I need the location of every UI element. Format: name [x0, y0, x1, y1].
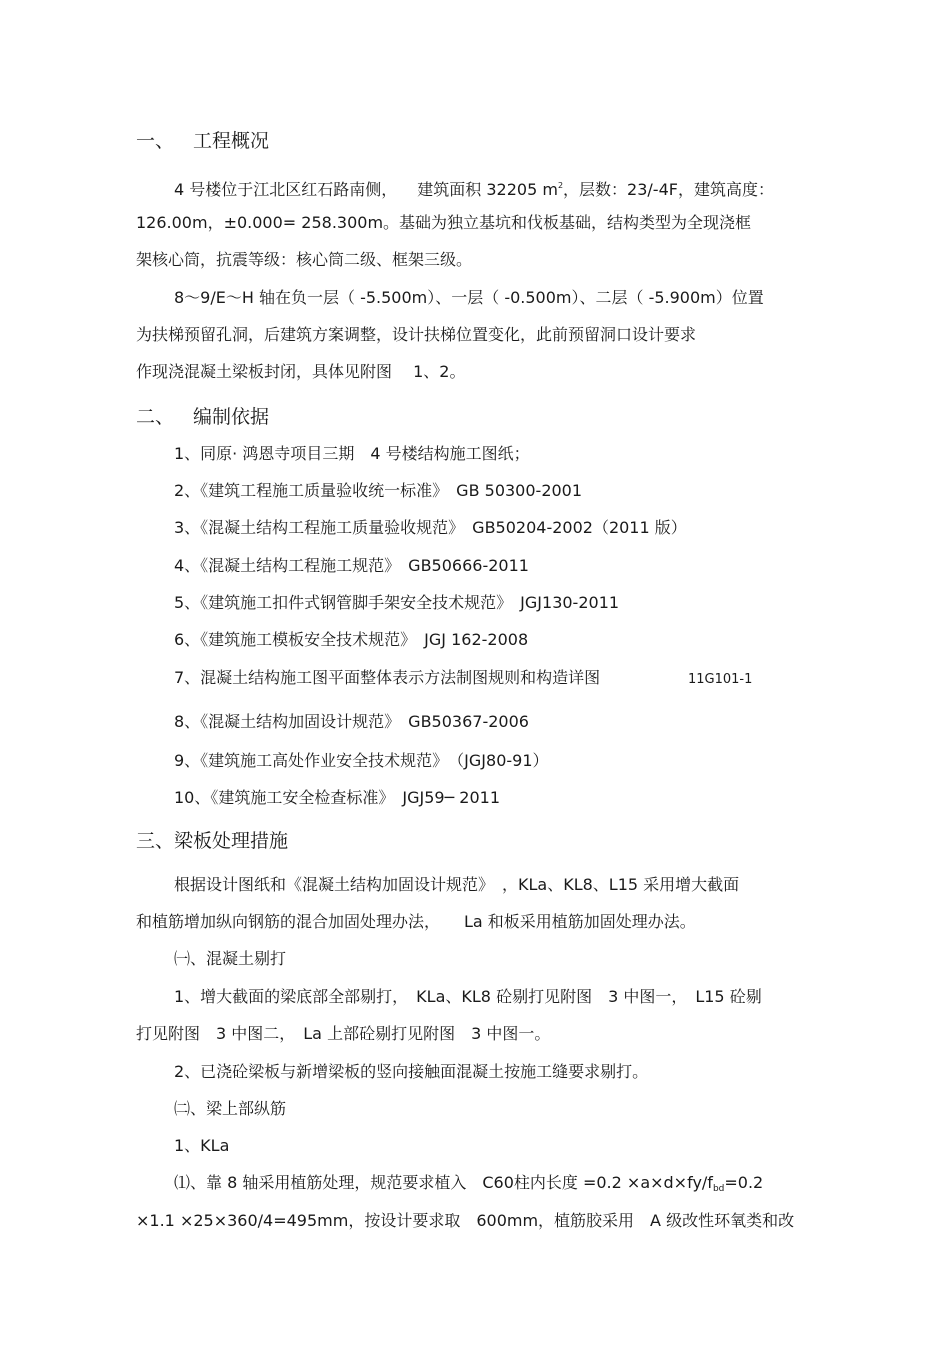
reference-item: 6、《建筑施工模板安全技术规范》 JGJ 162-2008	[174, 630, 529, 649]
section1-p2-line1: 8～9/E～H 轴在负一层（ -5.500m）、一层（ -0.500m）、二层（ -5.900m）位置	[174, 288, 764, 307]
section1-heading: 工程概况	[193, 130, 270, 152]
reference-item: 10、《建筑施工安全检查标准》 JGJ59─ 2011	[174, 788, 500, 807]
reference-item: 9、《建筑施工高处作业安全技术规范》 （JGJ80-91）	[174, 751, 549, 770]
reference-item: 3、《混凝土结构工程施工质量验收规范》 GB50204-2002（2011 版）	[174, 518, 687, 537]
reference-item: 4、《混凝土结构工程施工规范》 GB50666-2011	[174, 556, 529, 575]
subsection1-p2: 2、已浇砼梁板与新增梁板的竖向接触面混凝土按施工缝要求剔打。	[174, 1062, 649, 1081]
section1-p2-line2: 为扶梯预留孔洞，后建筑方案调整，设计扶梯位置变化，此前预留洞口设计要求	[136, 325, 697, 344]
reference-item: 2、《建筑工程施工质量验收统一标准》 GB 50300-2001	[174, 481, 583, 500]
reference-item: 7、混凝土结构施工图平面整体表示方法制图规则和构造详图	[174, 668, 601, 687]
reference-item: 1、同原· 鸿恩寺项目三期 4 号楼结构施工图纸；	[174, 444, 530, 463]
subsection2-p1-line1: ⑴、靠 8 轴采用植筋处理，规范要求植入 C60柱内长度 $=0.2 \times a\times d\times fy/f_{bd}=0.2$	[174, 1173, 764, 1194]
section1-p1-line3: 架核心筒，抗震等级：核心筒二级、框架三级。	[136, 250, 473, 269]
subsection2-p1-line2: ×1.1 ×25×360/4=495mm，按设计要求取 600mm，植筋胶采用 A 级改性环氧类和改	[136, 1211, 795, 1230]
section3-heading: 三、梁板处理措施	[136, 830, 289, 852]
subsection-heading: ㈠、混凝土剔打	[174, 949, 287, 968]
section1-p1-line1: 4 号楼位于江北区红石路南侧， 建筑面积 32205 $m^2$，层数：23/-4F，建筑高度：	[174, 180, 774, 199]
section1-heading-num: 一、	[136, 130, 175, 152]
reference-item: 8、《混凝土结构加固设计规范》 GB50367-2006	[174, 712, 529, 731]
section3-p1-line2: 和植筋增加纵向钢筋的混合加固处理办法， La 和板采用植筋加固处理办法。	[136, 912, 696, 931]
reference-item: 5、《建筑施工扣件式钢管脚手架安全技术规范》 JGJ130-2011	[174, 593, 620, 612]
section2-heading: 编制依据	[193, 406, 270, 428]
subsection-heading: ㈡、梁上部纵筋	[174, 1099, 287, 1118]
subsection2-item: 1、KLa	[174, 1136, 230, 1155]
subsection1-p1-line1: 1、增大截面的梁底部全部剔打， KLa、KL8 砼剔打见附图 3 中图一， L15 砼剔	[174, 987, 762, 1006]
section1-p2-line3: 作现浇混凝土梁板封闭，具体见附图 1、2。	[136, 362, 466, 381]
section3-p1-line1: 根据设计图纸和《混凝土结构加固设计规范》 ，KLa、KL8、L15 采用增大截面	[174, 875, 740, 894]
reference-item-code: 11G101-1	[688, 672, 753, 687]
section2-heading-num: 二、	[136, 406, 175, 428]
section1-p1-line2: 126.00m，±0.000= 258.300m。基础为独立基坑和伐板基础，结构类型为全现浇框	[136, 213, 752, 232]
subsection1-p1-line2: 打见附图 3 中图二， La 上部砼剔打见附图 3 中图一。	[136, 1024, 551, 1043]
